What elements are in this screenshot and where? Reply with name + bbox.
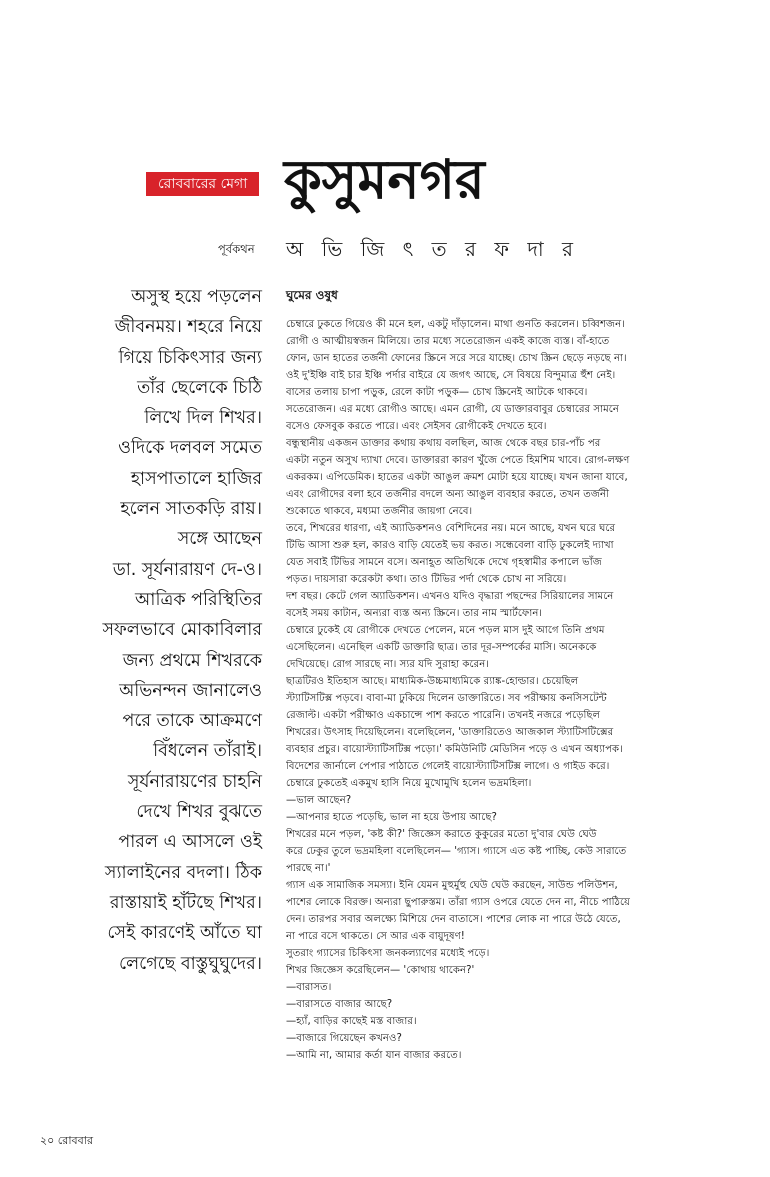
article-line: —বারাসতে বাজার আছে? <box>286 999 393 1010</box>
pull-quote-line: বিঁধলেন তাঁরাই। <box>153 741 262 762</box>
pull-quote-line: পারল এ আসলে ওই <box>118 832 262 853</box>
article-line: পারছে না।' <box>286 863 331 874</box>
article-line: তবে, শিখরের ধারণা, এই অ্যাডিকশনও বেশিদিনের নয়। মনে আছে, যখন ঘরে ঘরে <box>286 523 616 534</box>
article-line: এবং রোগীদের বলা হবে তর্জনীর বদলে অন্য আঙুল ব্যবহার করতে, তখন তর্জনী <box>286 489 610 500</box>
pull-quote-line: দেখে শিখর বুঝতে <box>136 802 262 823</box>
article-line: সতেরোজন। এর মধ্যে রোগীও আছে। এমন রোগী, যে ডাক্তারবাবুর চেম্বারের সামনে <box>286 404 619 415</box>
pull-quote-line: জীবনময়। শহরে নিয়ে <box>114 317 262 338</box>
pull-quote-line: অসুস্থ হয়ে পড়লেন <box>131 287 262 307</box>
article-line: ওই দু'ইঞ্চি বাই চার ইঞ্চি পর্দার বাইরে যে জগৎ আছে, সে বিষয়ে বিন্দুমাত্র হুঁশ নেই। <box>286 370 616 381</box>
pull-quote-line: লেগেছে বাস্তুঘুঘুদের। <box>119 953 262 974</box>
article-line: করে ঢেকুর তুলে ভদ্রমহিলা বলেছিলেন— 'গ্যাস। গ্যাসে এত কষ্ট পাচ্ছি, কেউ সারাতে <box>286 846 627 857</box>
article-line: বন্ধুস্থানীয় একজন ডাক্তার কথায় কথায় বলছিল, আজ থেকে বছর চার-পাঁচ পর <box>286 438 601 449</box>
author-name: অ ভি জি ৎ ত র ফ দা র <box>286 237 580 261</box>
article-line: পাশের লোকে বিরক্ত। অন্যরা ছুপারুস্তম। তাঁরা গ্যাস ওপরে যেতে দেন না, নীচে পাঠিয়ে <box>286 897 631 908</box>
article-body <box>286 316 732 1064</box>
article-line: একটা নতুন অসুখ দ্যাখা দেবে। ডাক্তাররা কারণ খুঁজে পেতে হিমশিম খাবে। রোগ-লক্ষণ <box>286 455 630 466</box>
article-line: শিখরের। উৎসাহ দিয়েছিলেন। বলেছিলেন, 'ডাক্তারিতেও আজকাল স্ট্যাটিসটিক্সের <box>286 727 614 738</box>
article-line: ফোন, ডান হাতের তর্জনী ফোনের স্ক্রিনে সরে সরে যাচ্ছে। চোখ স্ক্রিন ছেড়ে নড়ছে না। <box>286 353 627 364</box>
article-line: শিখরের মনে পড়ল, 'কষ্ট কী?' জিজ্ঞেস করাতে কুকুরের মতো দু'বার ঘেউ ঘেউ <box>286 829 597 840</box>
article-line: বিদেশের জার্নালে পেপার পাঠাতে গেলেই বায়োস্ট্যাটিসটিক্স লাগে। ও গাইড করে। <box>286 761 610 772</box>
article-subheading: ঘুমের ওষুধ <box>286 288 338 302</box>
article-line: —বাজারে গিয়েছেন কখনও? <box>286 1033 402 1044</box>
article-line: বসেই সময় কাটান, অন্যরা ব্যস্ত অন্য স্ক্রিনে। তার নাম স্মার্টফোন। <box>286 608 543 619</box>
article-line: সুতরাং গ্যাসের চিকিৎসা জনকল্যাণের মধ্যেই পড়ে। <box>286 948 490 959</box>
article-line: —আপনার হাতে পড়েছি, ভাল না হয়ে উপায় আছে? <box>286 812 497 823</box>
article-line: চেম্বারে ঢুকেই যে রোগীকে দেখতে পেলেন, মনে পড়ল মাস দুই আগে তিনি প্রথম <box>286 625 605 636</box>
article-line: দেন। তারপর সবার অলক্ষ্যে মিশিয়ে দেন বাতাসে। পাশের লোক না পারে উঠে যেতে, <box>286 914 621 925</box>
article-line: রেজাল্ট। একটা পরীক্ষাও একচান্সে পাশ করতে পারেনি। তখনই নজরে পড়েছিল <box>286 710 601 721</box>
pull-quote-line: জন্য প্রথমে শিখরকে <box>122 650 262 671</box>
pull-quote-line: পরে তাকে আক্রমণে <box>122 711 262 732</box>
article-line: ব্যবহার প্রচুর। বায়োস্ট্যাটিসটিক্স পড়ো।' কমিউনিটি মেডিসিন পড়ে ও এখন অধ্যাপক। <box>286 744 623 755</box>
article-line: চেম্বারে ঢুকতে গিয়েও কী মনে হল, একটু দাঁড়ালেন। মাথা গুনতি করলেন। চব্বিশজন। <box>286 319 625 330</box>
article-line: টিভি আসা শুরু হল, কারও বাড়ি যেতেই ভয় করত। সন্ধেবেলা বাড়ি ঢুকলেই দ্যাখা <box>286 540 614 551</box>
pull-quote-line: অভিনন্দন জানালেও <box>119 680 262 701</box>
pull-quote-line: সঙ্গে আছেন <box>177 529 262 550</box>
article-line: ছাত্রটিরও ইতিহাস আছে। মাধ্যমিক-উচ্চমাধ্যমিকে র‍্যাঙ্ক-হোল্ডার। চেয়েছিল <box>286 676 579 687</box>
pull-quote-line: সূর্যনারায়ণের চাহনি <box>127 771 262 792</box>
pull-quote-line: হাসপাতালে হাজির <box>130 468 262 489</box>
pull-quote-line: সেই কারণেই আঁতে ঘা <box>107 923 262 944</box>
article-line: —বারাসত। <box>286 982 332 993</box>
pull-quote-line: স্যালাইনের বদলা। ঠিক <box>104 862 262 883</box>
pull-quote-line: তাঁর ছেলেকে চিঠি <box>137 377 262 398</box>
pull-quote <box>50 282 262 979</box>
article-line: স্ট্যাটিসটিক্স পড়বে। বাবা-মা ঢুকিয়ে দিলেন ডাক্তারিতে। সব পরীক্ষায় কনসিসটেন্ট <box>286 693 607 704</box>
article-line: বাসের তলায় চাপা পড়ুক, রেলে কাটা পড়ুক— চোখ স্ক্রিনেই আটকে থাকবে। <box>286 387 588 398</box>
article-line: —হ্যাঁ, বাড়ির কাছেই মস্ত বাজার। <box>286 1016 417 1027</box>
article-line: —ভাল আছেন? <box>286 795 352 806</box>
pull-quote-line: গিয়ে চিকিৎসার জন্য <box>118 347 262 368</box>
article-line: শিখর জিজ্ঞেস করেছিলেন— 'কোথায় থাকেন?' <box>286 965 475 976</box>
pull-quote-line: ওদিকে দলবল সমেত <box>118 438 262 459</box>
article-line: গ্যাস এক সামাজিক সমস্যা। ইনি যেমন মুহুর্মুহু ঘেউ ঘেউ করছেন, সাউন্ড পলিউশন, <box>286 880 618 891</box>
article-line: এসেছিলেন। এনেছিল একটি ডাক্তারি ছাত্র। তার দূর-সম্পর্কের মাসি। অনেককে <box>286 642 597 653</box>
article-line: যেত সবাই টিভির সামনে বসে। অনাহূত অতিথিকে দেখে গৃহস্বামীর কপালে ভাঁজ <box>286 557 602 568</box>
article-line: চেম্বারে ঢুকতেই একমুখ হাসি নিয়ে মুখোমুখি হলেন ভদ্রমহিলা। <box>286 778 532 789</box>
pull-quote-line: রাস্তায়াই হাঁটছে শিখর। <box>109 892 262 913</box>
article-line: একরকম। এপিডেমিক। হাতের একটা আঙুল ক্রমশ মোটা হয়ে যাচ্ছে। যখন জানা যাবে, <box>286 472 628 483</box>
mega-series-tag: রোববারের মেগা <box>146 172 259 196</box>
article-line: শুকোতে থাকবে, মধ্যমা তর্জনীর জায়গা নেবে। <box>286 506 473 517</box>
article-line: দশ বছর। কেটে গেল অ্যাডিকশন। এখনও যদিও বৃদ্ধারা পছন্দের সিরিয়ালের সামনে <box>286 591 614 602</box>
article-line: না পারে বসে থাকতে। সে আর এক বায়ুদূষণ! <box>286 931 465 942</box>
pull-quote-line: সফলভাবে মোকাবিলার <box>102 620 262 641</box>
pull-quote-line: হলেন সাতকড়ি রায়। <box>120 499 262 520</box>
article-line: দেখিয়েছে। রোগ সারছে না। স্যর যদি সুরাহা করেন। <box>286 659 489 670</box>
pull-quote-line: আত্রিক পরিস্থিতির <box>135 589 262 610</box>
article-line: রোগী ও আত্মীয়স্বজন মিলিয়ে। তার মধ্যে সতেরোজন একই কাজে ব্যস্ত। বাঁ-হাতে <box>286 336 610 347</box>
section-label: পূর্বকথন <box>218 242 255 256</box>
pull-quote-line: লিখে দিল শিখর। <box>144 408 262 429</box>
story-title: কুসুমনগর <box>284 148 485 211</box>
article-line: বসেও ফেসবুক করতে পারে। এবং সেইসব রোগীকেই দেখতে হবে। <box>286 421 547 432</box>
pull-quote-line: ডা. সূর্যনারায়ণ দে-ও। <box>112 559 262 580</box>
page-footer: ২০ রোববার <box>40 1134 93 1147</box>
article-line: পড়ত। দায়সারা করেকটা কথা। তাও টিভির পর্দা থেকে চোখ না সরিয়ে। <box>286 574 567 585</box>
article-line: —আমি না, আমার কর্তা যান বাজার করতে। <box>286 1050 462 1061</box>
